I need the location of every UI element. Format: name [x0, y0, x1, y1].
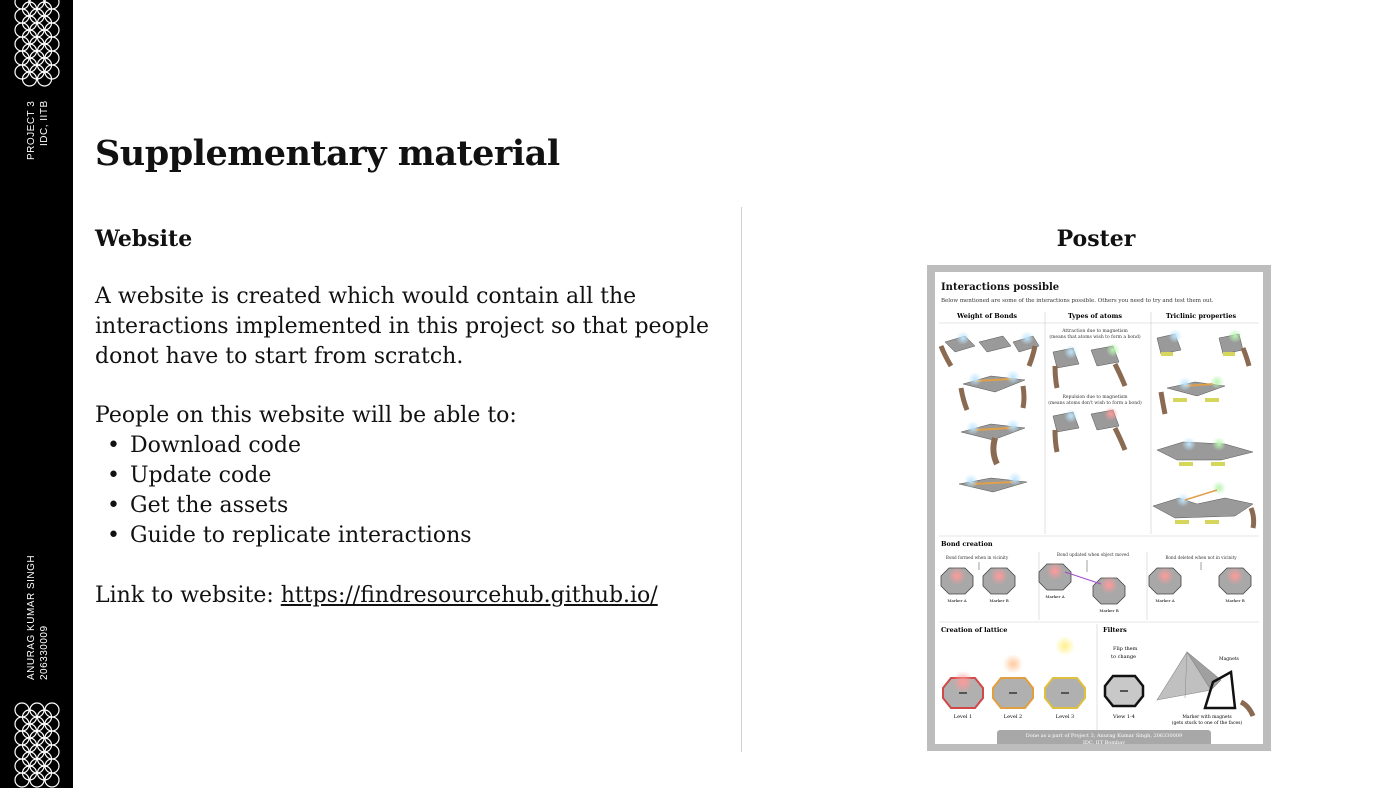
repulsion-note: (means atoms don't wish to form a bond): [1048, 401, 1142, 406]
poster-footer: Done as a part of Project 3, Anurag Kumar Singh, 206330009: [1025, 733, 1183, 739]
flip-note: Flip them: [1113, 646, 1138, 652]
marker-magnets-label: Marker with magnets: [1182, 715, 1232, 720]
triclinic-illustrations: [1153, 329, 1254, 528]
marker-label: Marker A: [1045, 594, 1065, 599]
sidebar: [0, 0, 73, 788]
bond-creation-illustrations: [941, 560, 1251, 613]
flip-note: to change: [1111, 654, 1136, 660]
circle-pattern-icon: [14, 0, 60, 88]
website-link-line: [95, 581, 735, 611]
marker-label: Marker B: [1099, 608, 1119, 613]
project-label: [25, 100, 51, 160]
marker-label: Marker B: [1225, 598, 1245, 603]
column-header: Triclinic properties: [1165, 312, 1237, 320]
weight-of-bonds-illustrations: [941, 331, 1039, 492]
level-label: Level 2: [1003, 714, 1023, 720]
column-header: Weight of Bonds: [956, 312, 1018, 320]
roll-number: 206330009: [39, 625, 50, 680]
poster-footer: IDC, IIT Bombay: [1082, 740, 1126, 744]
marker-label: Marker A: [1155, 598, 1175, 603]
repulsion-caption: Repulsion due to magnetism: [1062, 395, 1128, 400]
website-description: A website is created which would contain all the interactions implemented in this project so that people donot have to start from scratch.: [95, 284, 709, 369]
marker-label: Marker A: [947, 598, 967, 603]
column-divider: [741, 207, 742, 752]
website-link[interactable]: https://findresourcehub.github.io/: [280, 583, 658, 608]
bond-caption: Bond updated when object moved: [1056, 552, 1130, 557]
magnets-label: Magnets: [1219, 657, 1239, 662]
attraction-note: (means that atoms wish to form a bond): [1049, 335, 1141, 340]
lattice-illustrations: [943, 636, 1085, 720]
poster-heading: Poster: [1056, 226, 1136, 252]
feature-list: [95, 431, 735, 551]
level-label: Level 3: [1055, 714, 1075, 720]
lattice-heading: Creation of lattice: [941, 626, 1008, 634]
bond-creation-heading: Bond creation: [941, 540, 993, 548]
attraction-caption: Attraction due to magnetism: [1062, 329, 1128, 334]
bond-caption: Bond deleted when not in vicinity: [1165, 555, 1237, 560]
marker-label: Marker B: [989, 598, 1009, 603]
list-item: • Update code: [95, 461, 735, 491]
level-label: Level 1: [953, 714, 973, 720]
website-section: [95, 226, 735, 611]
project-name: PROJECT 3: [26, 100, 37, 160]
list-item: • Get the assets: [95, 491, 735, 521]
circle-pattern-icon: [14, 702, 60, 788]
list-item: • Guide to replicate interactions: [95, 521, 735, 551]
institute-name: IDC, IITB: [39, 100, 50, 146]
website-heading: Website: [95, 226, 193, 252]
list-item: • Download code: [95, 431, 735, 461]
website-intro: People on this website will be able to:: [95, 403, 517, 428]
marker-magnets-note: (gets stuck to one of the faces): [1171, 721, 1243, 726]
view-label: View 1-4: [1112, 714, 1136, 720]
poster-canvas: [935, 272, 1263, 744]
types-of-atoms-illustrations: [1048, 328, 1142, 452]
poster-title: Interactions possible: [941, 282, 1060, 293]
filters-heading: Filters: [1103, 626, 1127, 634]
poster-subtitle: Below mentioned are some of the interactions possible. Others you need to try and test them out.: [941, 298, 1214, 304]
poster-image: [927, 265, 1271, 751]
column-header: Types of atoms: [1068, 312, 1122, 320]
filters-illustrations: [1105, 646, 1253, 726]
page-title: Supplementary material: [95, 133, 560, 174]
author-label: [25, 555, 51, 680]
bond-caption: Bond formed when in vicinity: [945, 555, 1009, 560]
link-label: Link to website:: [95, 583, 281, 608]
author-name: ANURAG KUMAR SINGH: [26, 554, 37, 680]
poster-illustration: [935, 272, 1263, 744]
